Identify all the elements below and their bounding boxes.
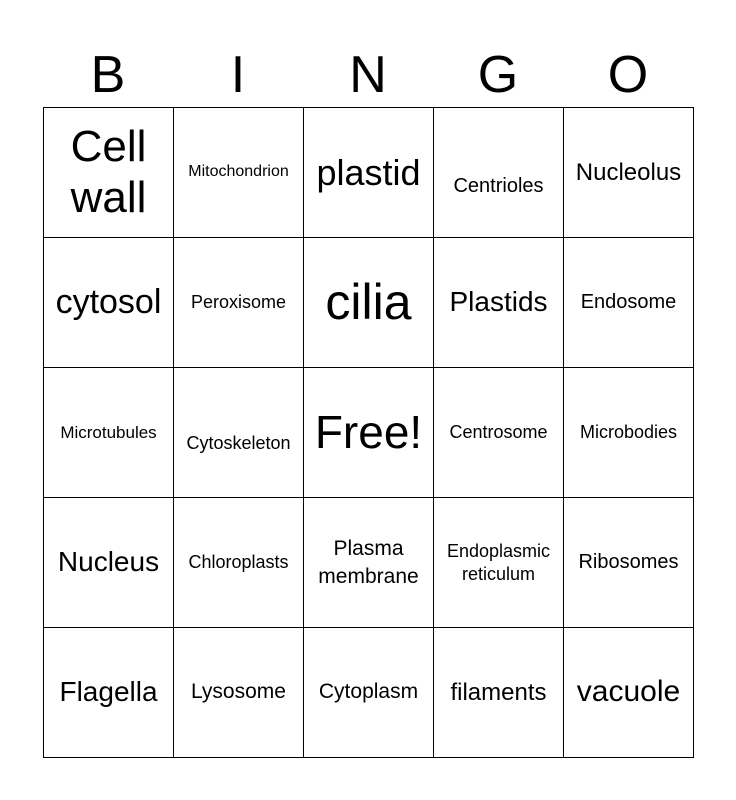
bingo-cell[interactable] (44, 108, 174, 238)
bingo-cell[interactable] (564, 368, 694, 498)
bingo-header (43, 44, 693, 106)
bingo-cell[interactable] (434, 498, 564, 628)
cell-label: Microbodies (579, 422, 678, 443)
bingo-cell[interactable] (174, 238, 304, 368)
bingo-cell[interactable] (174, 368, 304, 498)
cell-label: Plastids (449, 286, 548, 318)
cell-label: Nucleus (57, 546, 160, 578)
bingo-cell[interactable] (434, 628, 564, 758)
bingo-grid (43, 107, 694, 758)
bingo-cell[interactable] (174, 108, 304, 238)
cell-label: Cell wall (70, 121, 147, 222)
header-letter-b: B (90, 46, 126, 104)
free-space: Free! (314, 405, 423, 458)
bingo-cell[interactable] (564, 238, 694, 368)
cell-label: Microtubules (60, 422, 157, 442)
cell-label: Centrosome (449, 422, 548, 443)
cell-label: Peroxisome (190, 292, 287, 313)
bingo-cell[interactable] (44, 628, 174, 758)
bingo-cell[interactable] (44, 368, 174, 498)
bingo-cell[interactable] (304, 238, 434, 368)
cell-label: Flagella (59, 676, 158, 708)
bingo-cell[interactable] (434, 368, 564, 498)
cell-label: Endoplasmic reticulum (446, 541, 551, 584)
cell-label: cytosol (55, 282, 162, 321)
cell-label: cilia (325, 274, 412, 331)
bingo-cell[interactable] (174, 628, 304, 758)
cell-label: filaments (450, 678, 547, 706)
bingo-cell[interactable] (304, 498, 434, 628)
cell-label: Cytoplasm (318, 680, 419, 704)
cell-label: Lysosome (191, 680, 286, 704)
header-letter-n: N (349, 46, 387, 104)
cell-label: Ribosomes (578, 551, 679, 573)
cell-label: Centrioles (453, 175, 544, 197)
bingo-cell[interactable] (304, 108, 434, 238)
bingo-cell[interactable] (44, 238, 174, 368)
bingo-cell[interactable] (564, 628, 694, 758)
cell-label: Chloroplasts (188, 552, 289, 573)
header-letter-o: O (607, 46, 649, 104)
bingo-cell[interactable] (564, 498, 694, 628)
bingo-cell[interactable] (564, 108, 694, 238)
cell-label: Plasma membrane (318, 537, 419, 588)
cell-label: vacuole (576, 675, 681, 709)
cell-label: plastid (316, 151, 421, 193)
cell-label: Endosome (580, 291, 677, 313)
bingo-cell[interactable] (174, 498, 304, 628)
bingo-cell[interactable] (44, 498, 174, 628)
bingo-cell[interactable] (434, 108, 564, 238)
header-letter-g: G (477, 46, 519, 104)
cell-label: Mitochondrion (188, 163, 289, 181)
bingo-cell[interactable] (434, 238, 564, 368)
bingo-cell[interactable] (304, 628, 434, 758)
cell-label: Cytoskeleton (186, 433, 291, 454)
cell-label: Nucleolus (575, 158, 682, 186)
header-letter-i: I (230, 46, 246, 104)
bingo-cell[interactable] (304, 368, 434, 498)
